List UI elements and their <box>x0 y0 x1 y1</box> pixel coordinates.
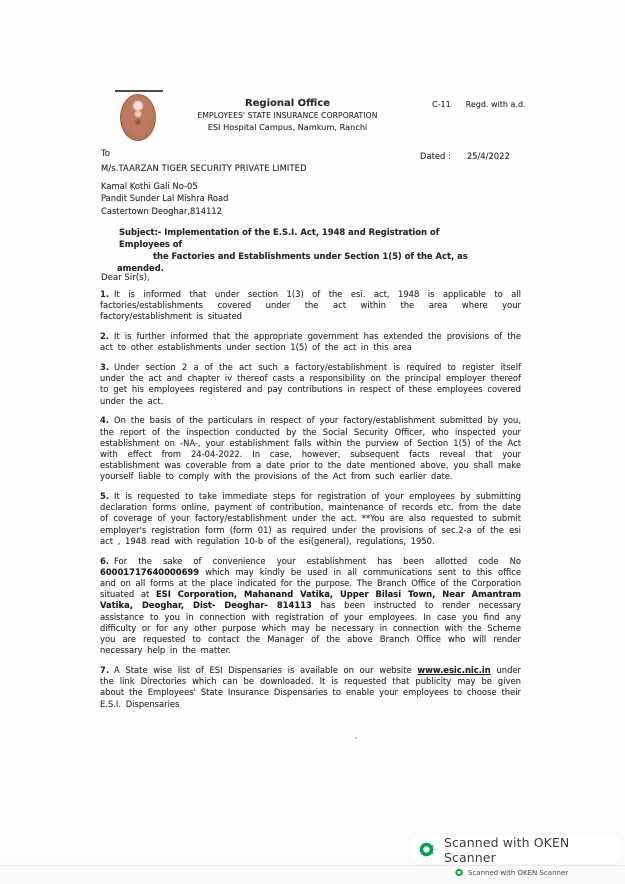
paragraph-number: 5. <box>100 491 110 502</box>
oken-watermark-text: Scanned with OKEN Scanner <box>468 868 569 877</box>
paragraph-7 <box>100 665 521 710</box>
letter-body <box>100 289 521 718</box>
paragraph-number: 7. <box>100 664 110 675</box>
office-title: Regional Office <box>244 98 331 109</box>
paragraph-number: 2. <box>100 331 110 342</box>
address-line: Kamal Kothi Gali No-05 <box>101 181 198 191</box>
subject-line-1: Subject:- Implementation of the E.S.I. Act, 1948 and Registration of Employees of <box>119 227 440 249</box>
paragraph-text: A State wise list of ESI Dispensaries is available on our website <box>114 664 418 675</box>
emblem-topline <box>115 90 163 92</box>
address-line: Castertown Deoghar,814112 <box>101 205 223 216</box>
paragraph-number: 1. <box>100 289 110 299</box>
oken-ring-icon <box>419 841 436 858</box>
paragraph-4 <box>100 415 521 482</box>
oken-scanner-watermark-small <box>455 868 568 877</box>
paragraph-number: 3. <box>100 362 110 373</box>
paragraph-text: On the basis of the particulars in respect of your factory/establishment submitted by you, the report of the inspection conducted by the Social Security Officer, who inspected your establishment on -NA-, your establishment falls within the purview of Section 1(5) of the Act with effect from 24-04-2022. In case, however, subsequent facts reveal that your establishment was coverable from a date prior to the date mentioned above, you shall make yourself liable to comply with the provisions of the Act from such earlier date. <box>100 415 521 482</box>
paragraph-text: For the sake of convenience your establishment has been allotted code No <box>114 555 521 566</box>
paragraph-6 <box>100 556 521 657</box>
paragraph-text: Under section 2 a of the act such a factory/establishment is required to register itself under the act and chapter iv thereof casts a responsibility on the principal employer thereof to get his employees registered and pay contributions in respect of these employees covered under the act. <box>100 362 521 406</box>
paragraph-number: 4. <box>100 415 110 426</box>
branch-office-address: ESI Corporation, Mahanand Vatika, Upper Bilasi Town, Near Amantram Vatika, Deoghar, Dist- Deoghar- 814113 <box>100 589 521 611</box>
letter-reference <box>432 100 526 109</box>
letterhead <box>185 98 390 132</box>
recipient-name: M/s.TAARZAN TIGER SECURITY PRIVATE LIMITED <box>101 163 307 173</box>
organization-name: EMPLOYEES' STATE INSURANCE CORPORATION <box>197 111 378 120</box>
oken-ring-icon <box>455 868 464 877</box>
paragraph-text: It is further informed that the appropriate government has extended the provisions of the act to other establishments under section 1(5) of the act in this area <box>100 331 521 353</box>
letter-date: 25/4/2022 <box>466 151 510 161</box>
recipient-address <box>101 180 228 217</box>
paragraph-2 <box>100 331 521 353</box>
paragraph-text: It is requested to take immediate steps for registration of your employees by submitting declaration forms online, payment of contribution, maintenance of records etc. from the date of coverage of your factory/establishment under the act. **You are also requested to submit employer's registration form (form 01) as required under the provisions of sec.2-a of the esi act , 1948 read with regulation 10-b of the esi(general), regulations, 1950. <box>100 491 521 546</box>
employer-code-number: 60001717640000699 <box>100 566 200 577</box>
paragraph-5 <box>100 491 521 547</box>
paragraph-number: 6. <box>100 555 110 566</box>
subject-line-2: the Factories and Establishments under Section 1(5) of the Act, as <box>153 251 468 261</box>
scan-speck-artifact <box>355 737 357 739</box>
campus-address: ESI Hospital Campus, Namkum, Ranchi <box>207 122 368 132</box>
emblem-oval <box>120 94 156 141</box>
to-label: To <box>101 149 111 159</box>
paragraph-text: which may kindly be used in all communications sent to this office and on all forms at the place indicated for the purpose. The Branch Office of the Corporation situated at <box>100 566 521 600</box>
salutation: Dear Sir(s), <box>101 273 150 283</box>
paragraph-text: under the link Directories which can be downloaded. It is requested that publicity may be given about the Employees' State Insurance Dispensaries to enable your employees to choose their E.S.I. Dispensaries <box>100 664 521 709</box>
subject-block <box>119 226 469 274</box>
date-line <box>420 151 510 161</box>
code-ref: C-11 <box>432 100 451 109</box>
paragraph-3 <box>100 362 521 407</box>
paragraph-1 <box>100 289 521 323</box>
address-line: Pandit Sunder Lal Mishra Road <box>101 193 229 204</box>
esic-website-link: www.esic.nic.in <box>417 664 491 675</box>
regd-label: Regd. with a.d. <box>465 100 526 109</box>
oken-watermark-text: Scanned with OKEN Scanner <box>444 834 570 865</box>
subject-line-3: amended. <box>117 263 164 273</box>
dated-label: Dated : <box>420 151 451 161</box>
esic-emblem-icon <box>114 90 164 146</box>
paragraph-text: It is informed that under section 1(3) of the esi. act, 1948 is applicable to all factories/establishments covered under the act within the area where your factory/establishment is situated <box>100 289 521 322</box>
paragraph-text: has been instructed to render necessary assistance to you in connection with registration of your employees. In case you find any difficulty or for any other purpose which may be necessary in connection with the Scheme you are requested to contact the Manager of the above Branch Office who will render necessary help in the matter. <box>100 600 521 656</box>
oken-scanner-watermark <box>411 835 621 864</box>
